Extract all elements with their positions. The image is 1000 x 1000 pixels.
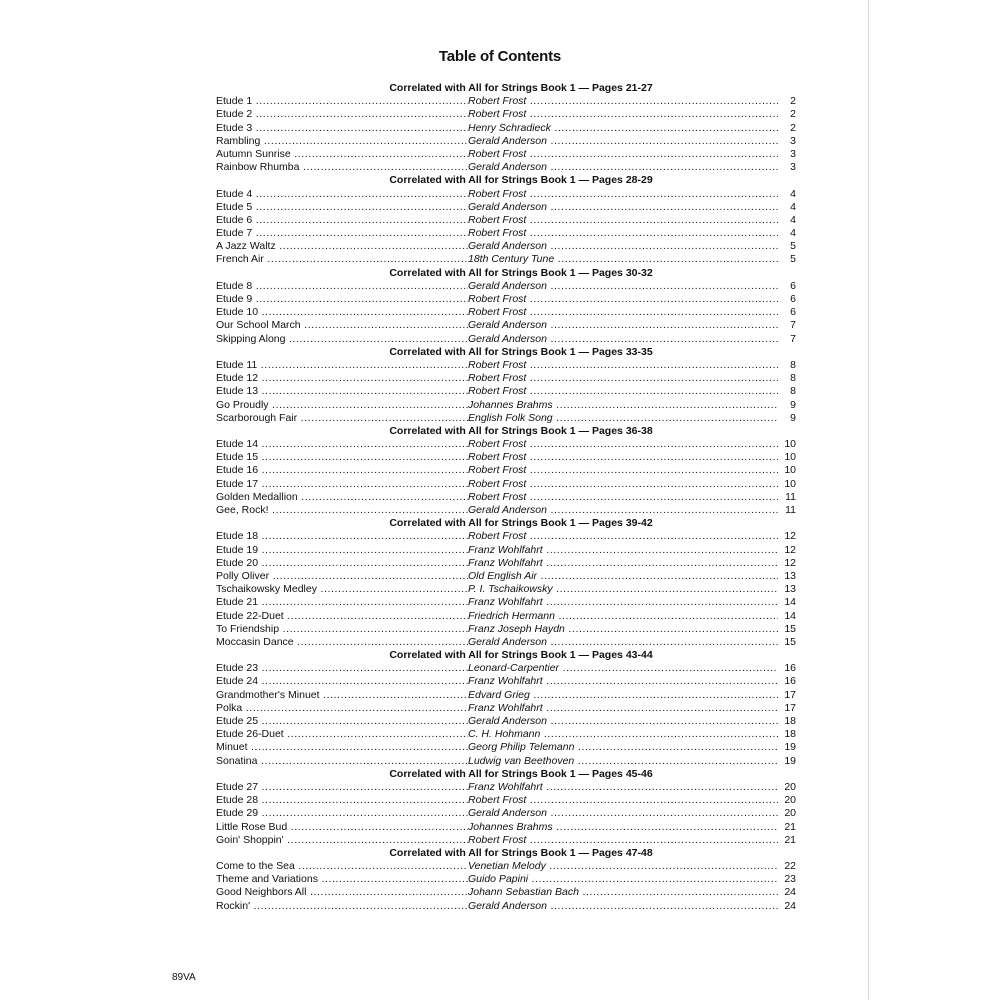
- entry-composer: Robert Frost .....: [468, 95, 778, 108]
- entry-title: Etude 20 .....: [216, 557, 468, 570]
- entry-title: Little Rose Bud .....: [216, 821, 468, 834]
- entry-page-number: 23: [784, 873, 796, 886]
- entry-page-number: 20: [784, 794, 796, 807]
- entry-title: Etude 26-Duet .....: [216, 728, 468, 741]
- entry-composer: Robert Frost .....: [468, 359, 778, 372]
- entry-page-number: 2: [790, 108, 796, 121]
- entry-title: Etude 9 .....: [216, 293, 468, 306]
- table-of-contents: [216, 82, 796, 913]
- entry-page-number: 22: [784, 860, 796, 873]
- entry-title: Rambling .....: [216, 135, 468, 148]
- entry-title: Etude 3 .....: [216, 122, 468, 135]
- entry-page-number: 3: [790, 134, 796, 147]
- entry-composer: Gerald Anderson .....: [468, 280, 778, 293]
- entry-composer: Georg Philip Telemann .....: [468, 741, 778, 754]
- entry-page-number: 21: [784, 820, 796, 833]
- entry-title: Etude 27 .....: [216, 781, 468, 794]
- entry-page-number: 12: [784, 556, 796, 569]
- toc-entry: [216, 359, 796, 372]
- entry-title: Polka .....: [216, 702, 468, 715]
- entry-composer: Gerald Anderson .....: [468, 240, 778, 253]
- entry-title: To Friendship .....: [216, 623, 468, 636]
- entry-page-number: 14: [784, 596, 796, 609]
- entry-composer: English Folk Song .....: [468, 412, 778, 425]
- entry-page-number: 19: [784, 754, 796, 767]
- toc-entry: [216, 478, 796, 491]
- entry-title: Etude 8 .....: [216, 280, 468, 293]
- toc-entry: [216, 860, 796, 873]
- entry-title: Etude 13 .....: [216, 385, 468, 398]
- toc-entry: [216, 675, 796, 688]
- entry-title: Etude 23 .....: [216, 662, 468, 675]
- entry-composer: Robert Frost .....: [468, 293, 778, 306]
- entry-title: Etude 29 .....: [216, 807, 468, 820]
- toc-entry: [216, 610, 796, 623]
- entry-title: Polly Oliver .....: [216, 570, 468, 583]
- toc-entry: [216, 530, 796, 543]
- entry-composer: Gerald Anderson .....: [468, 161, 778, 174]
- entry-composer: Franz Wohlfahrt .....: [468, 781, 778, 794]
- toc-entry: [216, 333, 796, 346]
- entry-page-number: 10: [784, 438, 796, 451]
- entry-page-number: 2: [790, 121, 796, 134]
- entry-title: Gee, Rock! .....: [216, 504, 468, 517]
- toc-entry: [216, 741, 796, 754]
- toc-entry: [216, 570, 796, 583]
- toc-entry: [216, 464, 796, 477]
- entry-page-number: 8: [790, 385, 796, 398]
- toc-entry: [216, 293, 796, 306]
- entry-page-number: 8: [790, 372, 796, 385]
- entry-page-number: 24: [784, 899, 796, 912]
- entry-page-number: 21: [784, 833, 796, 846]
- footer-code: 89VA: [172, 972, 196, 983]
- toc-entry: [216, 95, 796, 108]
- entry-title: Etude 6 .....: [216, 214, 468, 227]
- entry-composer: Robert Frost .....: [468, 438, 778, 451]
- entry-composer: Johann Sebastian Bach .....: [468, 886, 778, 899]
- entry-page-number: 5: [790, 253, 796, 266]
- entry-page-number: 13: [784, 583, 796, 596]
- entry-title: Rockin' .....: [216, 900, 468, 913]
- entry-page-number: 18: [784, 728, 796, 741]
- entry-composer: Gerald Anderson .....: [468, 333, 778, 346]
- entry-title: Come to the Sea .....: [216, 860, 468, 873]
- entry-page-number: 4: [790, 227, 796, 240]
- toc-entry: [216, 596, 796, 609]
- entry-composer: Robert Frost .....: [468, 530, 778, 543]
- toc-entry: [216, 544, 796, 557]
- entry-title: Grandmother's Minuet .....: [216, 689, 468, 702]
- toc-entry: [216, 108, 796, 121]
- entry-title: Our School March .....: [216, 319, 468, 332]
- entry-page-number: 11: [785, 504, 796, 516]
- entry-title: Etude 28 .....: [216, 794, 468, 807]
- entry-composer: Leonard-Carpentier .....: [468, 662, 778, 675]
- entry-title: Golden Medallion .....: [216, 491, 468, 504]
- entry-composer: Franz Wohlfahrt .....: [468, 557, 778, 570]
- entry-page-number: 9: [790, 411, 796, 424]
- entry-composer: Franz Joseph Haydn .....: [468, 623, 778, 636]
- entry-composer: Robert Frost .....: [468, 491, 778, 504]
- toc-entry: [216, 161, 796, 174]
- page-edge-line: [868, 0, 869, 1000]
- toc-entry: [216, 122, 796, 135]
- entry-composer: Johannes Brahms .....: [468, 399, 778, 412]
- toc-entry: [216, 385, 796, 398]
- entry-composer: P. I. Tschaikowsky .....: [468, 583, 778, 596]
- entry-composer: Gerald Anderson .....: [468, 319, 778, 332]
- toc-entry: [216, 451, 796, 464]
- entry-page-number: 8: [790, 358, 796, 371]
- page-title: Table of Contents: [438, 48, 562, 65]
- section-heading: Correlated with All for Strings Book 1 — Pages 45-46: [389, 767, 653, 780]
- entry-title: Etude 14 .....: [216, 438, 468, 451]
- toc-entry: [216, 900, 796, 913]
- entry-title: Autumn Sunrise .....: [216, 148, 468, 161]
- entry-page-number: 9: [790, 398, 796, 411]
- entry-composer: Robert Frost .....: [468, 148, 778, 161]
- entry-page-number: 16: [784, 675, 796, 688]
- entry-composer: Ludwig van Beethoven .....: [468, 755, 778, 768]
- entry-composer: Robert Frost .....: [468, 385, 778, 398]
- section-heading: Correlated with All for Strings Book 1 — Pages 39-42: [389, 517, 653, 530]
- entry-composer: Robert Frost .....: [468, 794, 778, 807]
- entry-page-number: 20: [784, 807, 796, 820]
- entry-composer: Robert Frost .....: [468, 108, 778, 121]
- section-heading: Correlated with All for Strings Book 1 — Pages 36-38: [389, 424, 653, 437]
- entry-composer: Friedrich Hermann .....: [468, 610, 778, 623]
- entry-composer: Franz Wohlfahrt .....: [468, 544, 778, 557]
- entry-title: Skipping Along .....: [216, 333, 468, 346]
- entry-composer: Robert Frost .....: [468, 188, 778, 201]
- entry-title: Theme and Variations .....: [216, 873, 468, 886]
- entry-title: Etude 21 .....: [216, 596, 468, 609]
- entry-title: Etude 10 .....: [216, 306, 468, 319]
- entry-composer: Robert Frost .....: [468, 306, 778, 319]
- toc-entry: [216, 636, 796, 649]
- entry-composer: Robert Frost .....: [468, 214, 778, 227]
- entry-page-number: 10: [784, 451, 796, 464]
- section-heading: Correlated with All for Strings Book 1 — Pages 47-48: [389, 846, 653, 859]
- entry-composer: Venetian Melody .....: [468, 860, 778, 873]
- entry-composer: Robert Frost .....: [468, 478, 778, 491]
- entry-page-number: 16: [784, 662, 796, 675]
- entry-composer: Gerald Anderson .....: [468, 900, 778, 913]
- entry-page-number: 4: [790, 213, 796, 226]
- section-heading: Correlated with All for Strings Book 1 — Pages 43-44: [389, 649, 653, 662]
- entry-title: Etude 5 .....: [216, 201, 468, 214]
- toc-entry: [216, 227, 796, 240]
- toc-entry: [216, 491, 796, 504]
- entry-page-number: 24: [784, 886, 796, 899]
- entry-title: Etude 24 .....: [216, 675, 468, 688]
- entry-composer: Johannes Brahms .....: [468, 821, 778, 834]
- entry-composer: Edvard Grieg .....: [468, 689, 778, 702]
- entry-title: A Jazz Waltz .....: [216, 240, 468, 253]
- entry-title: Etude 2 .....: [216, 108, 468, 121]
- toc-entry: [216, 319, 796, 332]
- entry-title: Goin' Shoppin' .....: [216, 834, 468, 847]
- entry-title: Minuet .....: [216, 741, 468, 754]
- section-heading: Correlated with All for Strings Book 1 — Pages 33-35: [389, 345, 653, 358]
- entry-page-number: 17: [784, 688, 796, 701]
- entry-title: Etude 1 .....: [216, 95, 468, 108]
- toc-entry: [216, 438, 796, 451]
- toc-entry: [216, 689, 796, 702]
- section-heading: Correlated with All for Strings Book 1 — Pages 21-27: [389, 82, 653, 94]
- section-heading: Correlated with All for Strings Book 1 — Pages 28-29: [389, 174, 653, 187]
- toc-entry: [216, 240, 796, 253]
- entry-page-number: 12: [784, 543, 796, 556]
- toc-entry: [216, 821, 796, 834]
- toc-entry: [216, 623, 796, 636]
- entry-page-number: 15: [784, 622, 796, 635]
- entry-page-number: 6: [790, 279, 796, 292]
- toc-entry: [216, 306, 796, 319]
- toc-entry: [216, 886, 796, 899]
- toc-entry: [216, 504, 796, 517]
- entry-composer: C. H. Hohmann .....: [468, 728, 778, 741]
- entry-title: Etude 19 .....: [216, 544, 468, 557]
- entry-title: Etude 18 .....: [216, 530, 468, 543]
- entry-composer: Gerald Anderson .....: [468, 504, 778, 517]
- entry-title: Etude 16 .....: [216, 464, 468, 477]
- entry-composer: Gerald Anderson .....: [468, 636, 778, 649]
- toc-entry: [216, 412, 796, 425]
- entry-composer: Robert Frost .....: [468, 834, 778, 847]
- entry-page-number: 6: [790, 306, 796, 319]
- entry-page-number: 11: [785, 490, 796, 503]
- toc-entry: [216, 201, 796, 214]
- entry-page-number: 12: [784, 530, 796, 543]
- entry-composer: Henry Schradieck .....: [468, 122, 778, 135]
- entry-page-number: 4: [790, 187, 796, 200]
- toc-entry: [216, 148, 796, 161]
- entry-title: Etude 22-Duet .....: [216, 610, 468, 623]
- entry-title: Moccasin Dance .....: [216, 636, 468, 649]
- toc-entry: [216, 794, 796, 807]
- toc-entry: [216, 188, 796, 201]
- entry-page-number: 2: [790, 95, 796, 108]
- entry-page-number: 20: [784, 780, 796, 793]
- toc-entry: [216, 702, 796, 715]
- entry-composer: Robert Frost .....: [468, 464, 778, 477]
- toc-entry: [216, 873, 796, 886]
- toc-entry: [216, 372, 796, 385]
- entry-page-number: 5: [790, 240, 796, 253]
- toc-entry: [216, 728, 796, 741]
- entry-composer: Gerald Anderson .....: [468, 201, 778, 214]
- toc-entry: [216, 715, 796, 728]
- entry-title: Scarborough Fair .....: [216, 412, 468, 425]
- entry-page-number: 7: [790, 319, 796, 332]
- toc-entry: [216, 253, 796, 266]
- toc-entry: [216, 807, 796, 820]
- entry-composer: Franz Wohlfahrt .....: [468, 702, 778, 715]
- entry-title: Tschaikowsky Medley .....: [216, 583, 468, 596]
- entry-title: Etude 4 .....: [216, 188, 468, 201]
- entry-title: Go Proudly .....: [216, 399, 468, 412]
- entry-composer: Gerald Anderson .....: [468, 715, 778, 728]
- entry-page-number: 17: [784, 701, 796, 714]
- entry-page-number: 7: [790, 332, 796, 345]
- entry-composer: Guido Papini .....: [468, 873, 778, 886]
- entry-title: Rainbow Rhumba .....: [216, 161, 468, 174]
- entry-page-number: 15: [784, 635, 796, 648]
- toc-entry: [216, 662, 796, 675]
- entry-composer: Robert Frost .....: [468, 451, 778, 464]
- entry-page-number: 6: [790, 293, 796, 305]
- entry-page-number: 13: [784, 569, 796, 582]
- entry-title: Etude 25 .....: [216, 715, 468, 728]
- entry-page-number: 14: [784, 609, 796, 622]
- entry-page-number: 19: [784, 741, 796, 754]
- entry-title: Etude 7 .....: [216, 227, 468, 240]
- entry-title: French Air .....: [216, 253, 468, 266]
- entry-title: Sonatina .....: [216, 755, 468, 768]
- entry-page-number: 18: [784, 715, 796, 727]
- toc-entry: [216, 834, 796, 847]
- entry-composer: Robert Frost .....: [468, 227, 778, 240]
- entry-composer: Franz Wohlfahrt .....: [468, 675, 778, 688]
- toc-entry: [216, 781, 796, 794]
- entry-title: Etude 17 .....: [216, 478, 468, 491]
- toc-entry: [216, 214, 796, 227]
- entry-composer: Gerald Anderson .....: [468, 135, 778, 148]
- entry-title: Etude 15 .....: [216, 451, 468, 464]
- toc-entry: [216, 557, 796, 570]
- toc-entry: [216, 135, 796, 148]
- entry-composer: Robert Frost .....: [468, 372, 778, 385]
- entry-composer: 18th Century Tune .....: [468, 253, 778, 266]
- entry-title: Etude 11 .....: [216, 359, 468, 372]
- toc-entry: [216, 280, 796, 293]
- entry-title: Etude 12 .....: [216, 372, 468, 385]
- entry-page-number: 4: [790, 200, 796, 213]
- entry-title: Good Neighbors All .....: [216, 886, 468, 899]
- toc-entry: [216, 399, 796, 412]
- entry-page-number: 3: [790, 147, 796, 160]
- entry-composer: Old English Air .....: [468, 570, 778, 583]
- entry-page-number: 10: [784, 464, 796, 477]
- toc-entry: [216, 755, 796, 768]
- entry-page-number: 10: [784, 477, 796, 490]
- entry-composer: Gerald Anderson .....: [468, 807, 778, 820]
- section-heading: Correlated with All for Strings Book 1 — Pages 30-32: [389, 266, 653, 279]
- entry-composer: Franz Wohlfahrt .....: [468, 596, 778, 609]
- entry-page-number: 3: [790, 161, 796, 174]
- toc-entry: [216, 583, 796, 596]
